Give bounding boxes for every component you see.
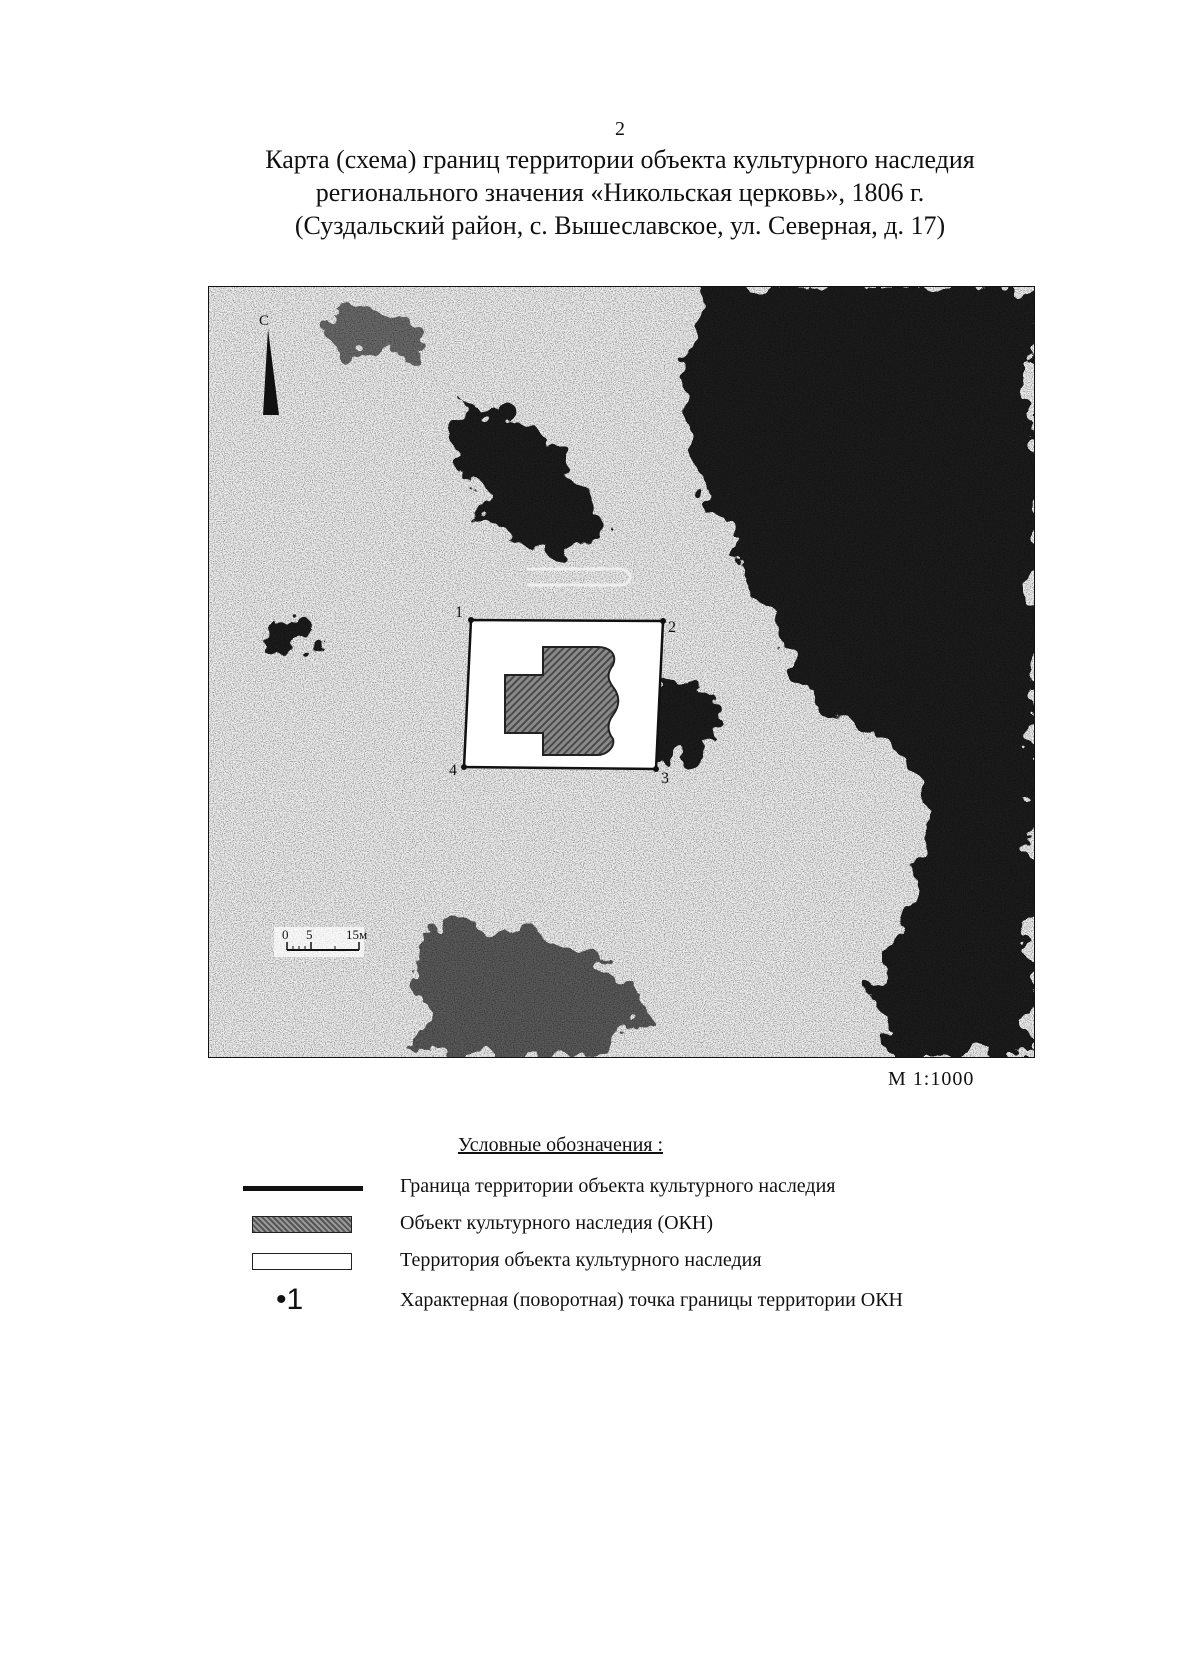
boundary-point-2	[660, 618, 666, 624]
legend-label-boundary: Граница территории объекта культурного наследия	[400, 1175, 836, 1197]
legend-item-point	[240, 1283, 1060, 1317]
legend-label-territory: Территория объекта культурного наследия	[400, 1249, 762, 1271]
legend-item-territory	[240, 1247, 1060, 1277]
point-marker-icon	[240, 1283, 365, 1317]
north-label: С	[259, 313, 270, 329]
scale-tick-15: 15м	[346, 927, 368, 942]
legend-label-object: Объект культурного наследия (ОКН)	[400, 1212, 713, 1234]
legend-item-boundary	[240, 1173, 1060, 1203]
map-title-line-1: Карта (схема) границ территории объекта культурного наследия	[265, 145, 975, 174]
legend-label-point: Характерная (поворотная) точка границы территории ОКН	[400, 1289, 903, 1311]
boundary-point-1	[468, 617, 474, 623]
map-title-line-3: (Суздальский район, с. Вышеславское, ул. Северная, д. 17)	[294, 211, 946, 240]
point-marker: •1	[276, 1283, 304, 1316]
scale-tick-0: 0	[282, 927, 289, 942]
map-frame[interactable]	[208, 286, 1035, 1058]
boundary-point-label-4: 4	[449, 762, 457, 779]
map-title-line-2: регионального значения «Никольская церковь», 1806 г.	[315, 178, 925, 207]
scale-tick-5: 5	[306, 927, 313, 942]
page-number: 2	[615, 118, 625, 140]
map-title	[0, 143, 1200, 242]
legend-title: Условные обозначения :	[458, 1134, 664, 1156]
boundary-point-4	[461, 764, 467, 770]
aerial-map	[209, 287, 1034, 1057]
legend-item-object	[240, 1210, 1060, 1240]
boundary-point-3	[653, 766, 659, 772]
boundary-line-icon	[240, 1173, 365, 1203]
outline-box-icon	[240, 1247, 365, 1277]
boundary-point-label-2: 2	[668, 619, 676, 636]
scale-bar	[274, 927, 367, 957]
boundary-point-label-1: 1	[455, 604, 463, 621]
map-scale: М 1:1000	[888, 1068, 975, 1090]
hatched-fill-icon	[240, 1210, 365, 1240]
boundary-point-label-3: 3	[661, 770, 669, 787]
